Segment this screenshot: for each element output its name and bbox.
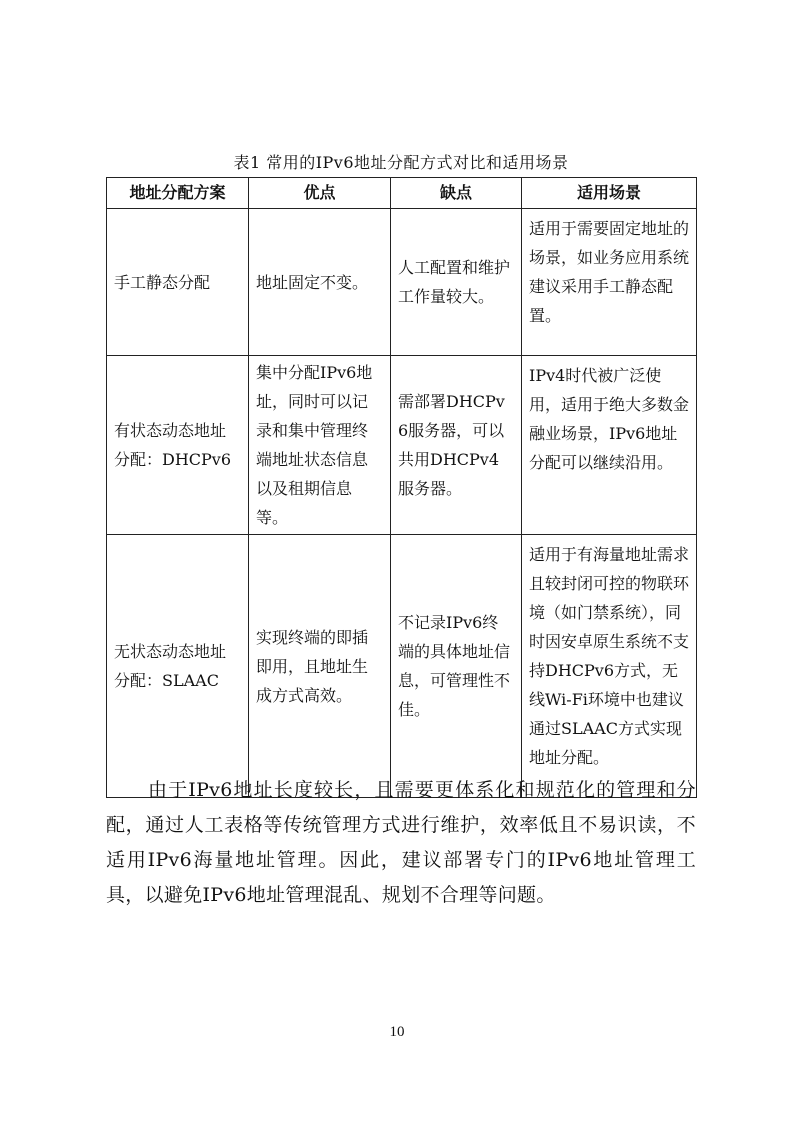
header-cons: 缺点 <box>391 178 522 209</box>
cell-pros: 集中分配IPv6地址，同时可以记录和集中管理终端地址状态信息以及租期信息等。 <box>249 356 391 535</box>
cell-pros: 实现终端的即插即用，且地址生成方式高效。 <box>249 535 391 798</box>
page-number: 10 <box>389 1024 405 1040</box>
header-method: 地址分配方案 <box>107 178 249 209</box>
table-row <box>107 209 697 356</box>
comparison-table <box>106 177 697 798</box>
cell-cons: 需部署DHCPv6服务器，可以共用DHCPv4服务器。 <box>391 356 522 535</box>
cell-scenario: IPv4时代被广泛使用，适用于绝大多数金融业场景，IPv6地址分配可以继续沿用。 <box>522 356 697 535</box>
header-pros: 优点 <box>249 178 391 209</box>
cell-method: 无状态动态地址分配：SLAAC <box>107 535 249 798</box>
header-scenario: 适用场景 <box>522 178 697 209</box>
cell-cons: 人工配置和维护工作量较大。 <box>391 209 522 356</box>
cell-scenario: 适用于有海量地址需求且较封闭可控的物联环境（如门禁系统），同时因安卓原生系统不支持DHCPv6方式，无线Wi-Fi环境中也建议通过SLAAC方式实现地址分配。 <box>522 535 697 798</box>
table-header-row <box>107 178 697 209</box>
cell-cons: 不记录IPv6终端的具体地址信息，可管理性不佳。 <box>391 535 522 798</box>
table-row <box>107 535 697 798</box>
cell-pros: 地址固定不变。 <box>249 209 391 356</box>
cell-scenario: 适用于需要固定地址的场景，如业务应用系统建议采用手工静态配置。 <box>522 209 697 356</box>
cell-method: 手工静态分配 <box>107 209 249 356</box>
table-row <box>107 356 697 535</box>
table-caption: 表1 常用的IPv6地址分配方式对比和适用场景 <box>233 153 569 172</box>
body-paragraph: 由于IPv6地址长度较长，且需要更体系化和规范化的管理和分配，通过人工表格等传统管理方式进行维护，效率低且不易识读，不适用IPv6海量地址管理。因此，建议部署专门的IPv6地址管理工具，以避免IPv6地址管理混乱、规划不合理等问题。 <box>106 779 696 906</box>
cell-method: 有状态动态地址分配：DHCPv6 <box>107 356 249 535</box>
